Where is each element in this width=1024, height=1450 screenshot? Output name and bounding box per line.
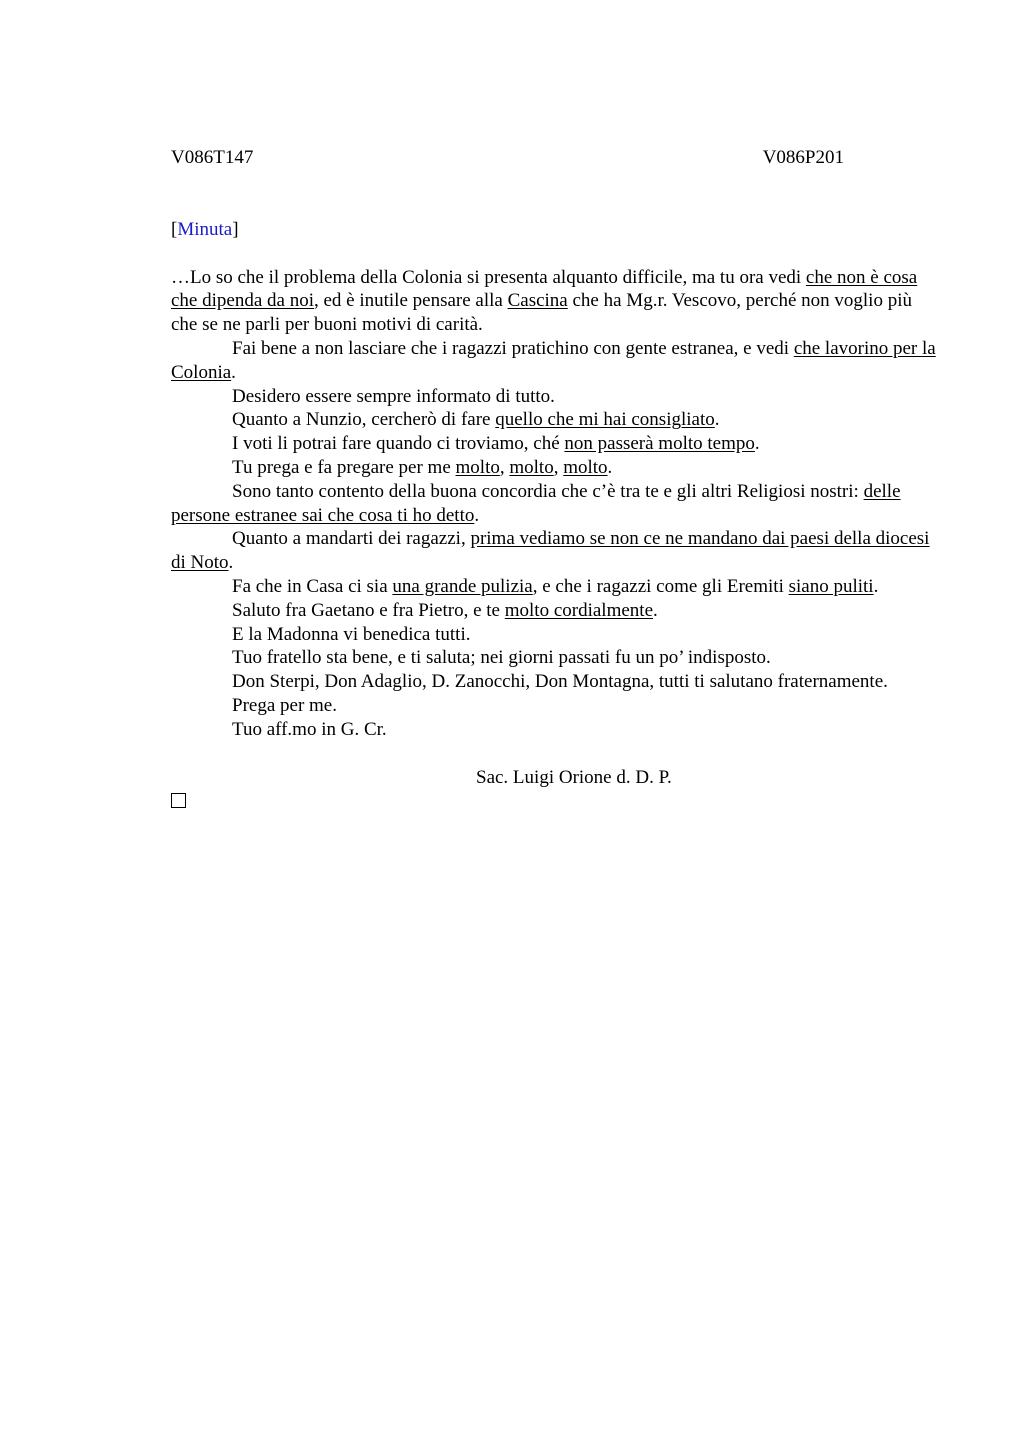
minuta-close-bracket: ] (232, 218, 239, 240)
underlined-text: Cascina (507, 290, 568, 312)
text-segment: . (231, 361, 236, 383)
paragraph (171, 646, 936, 670)
paragraph (171, 337, 936, 385)
text-segment: . (607, 456, 613, 478)
text-segment: , ed è inutile pensare alla (313, 290, 508, 312)
text-segment: Fa che in Casa ci sia (232, 575, 393, 597)
text-segment: Fai bene a non lasciare che i ragazzi pratichino con gente estranea, e vedi (232, 337, 794, 359)
text-segment: Don Sterpi, Don Adaglio, D. Zanocchi, Don Montagna, tutti ti salutano fraternamente. (232, 671, 888, 693)
text-segment: . (653, 599, 658, 621)
left-code: V086T147 (171, 147, 254, 168)
text-segment: Tu prega e fa pregare per me (232, 456, 456, 478)
underlined-text: molto cordialmente (504, 599, 654, 621)
underlined-text: delle persone estranee sai che cosa ti ho detto (171, 480, 901, 526)
text-segment: I voti li potrai fare quando ci troviamo, ché (232, 433, 565, 455)
text-segment: Prega per me. (232, 694, 337, 716)
text-segment: Tuo aff.mo in G. Cr. (232, 718, 387, 740)
paragraph (171, 456, 936, 480)
underlined-text: una grande pulizia (392, 575, 533, 597)
right-code: V086P201 (762, 147, 844, 168)
underlined-text: prima vediamo se non ce ne mandano dai paesi della diocesi di Noto (171, 528, 930, 574)
paragraph (171, 694, 936, 718)
text-segment: . (714, 409, 720, 431)
text-segment: , (499, 456, 510, 478)
underlined-text: molto (455, 456, 500, 478)
text-segment: E la Madonna vi benedica tutti. (232, 623, 471, 645)
signature: Sac. Luigi Orione d. D. P. (476, 766, 672, 788)
text-segment: Tuo fratello sta bene, e ti saluta; nei giorni passati fu un po’ indisposto. (232, 647, 771, 669)
underlined-text: siano puliti (788, 575, 874, 597)
underlined-text: che lavorino per la Colonia (171, 337, 936, 383)
paragraph (171, 575, 936, 599)
paragraph (171, 670, 936, 694)
underlined-text: non passerà molto tempo (564, 433, 755, 455)
text-segment: che ha Mg.r. Vescovo, perché non voglio più che se ne parli per buoni motivi di carità. (171, 290, 912, 336)
paragraph (171, 408, 936, 432)
underlined-text: molto (509, 456, 554, 478)
document-header (171, 146, 844, 170)
text-segment: . (754, 433, 760, 455)
minuta-link[interactable]: Minuta (177, 218, 233, 240)
underlined-text: quello che mi hai consigliato (495, 409, 715, 431)
letter-body (171, 266, 936, 742)
text-segment: . (474, 504, 480, 526)
text-segment: Saluto fra Gaetano e fra Pietro, e te (232, 599, 505, 621)
text-segment: . (873, 575, 879, 597)
paragraph (171, 480, 936, 528)
text-segment: Quanto a mandarti dei ragazzi, (232, 528, 471, 550)
paragraph (171, 266, 936, 337)
text-segment: , e che i ragazzi come gli Eremiti (532, 575, 789, 597)
text-segment: Quanto a Nunzio, cercherò di fare (232, 409, 496, 431)
text-segment: , (553, 456, 564, 478)
paragraph (171, 599, 936, 623)
paragraph (171, 623, 936, 647)
checkbox-square-icon (171, 793, 186, 808)
paragraph (171, 718, 936, 742)
document-page (171, 146, 936, 808)
text-segment: Sono tanto contento della buona concordia che c’è tra te e gli altri Religiosi nostri: (232, 480, 864, 502)
text-segment: …Lo so che il problema della Colonia si presenta alquanto difficile, ma tu ora vedi (171, 266, 806, 288)
paragraph (171, 432, 936, 456)
minuta-label (171, 218, 936, 242)
underlined-text: molto (563, 456, 608, 478)
underlined-text: che non è cosa che dipenda da noi (171, 266, 918, 312)
minuta-open-bracket: [ (171, 218, 178, 240)
paragraph (171, 527, 936, 575)
text-segment: Desidero essere sempre informato di tutto. (232, 385, 555, 407)
text-segment: . (228, 552, 234, 574)
paragraph (171, 385, 936, 409)
